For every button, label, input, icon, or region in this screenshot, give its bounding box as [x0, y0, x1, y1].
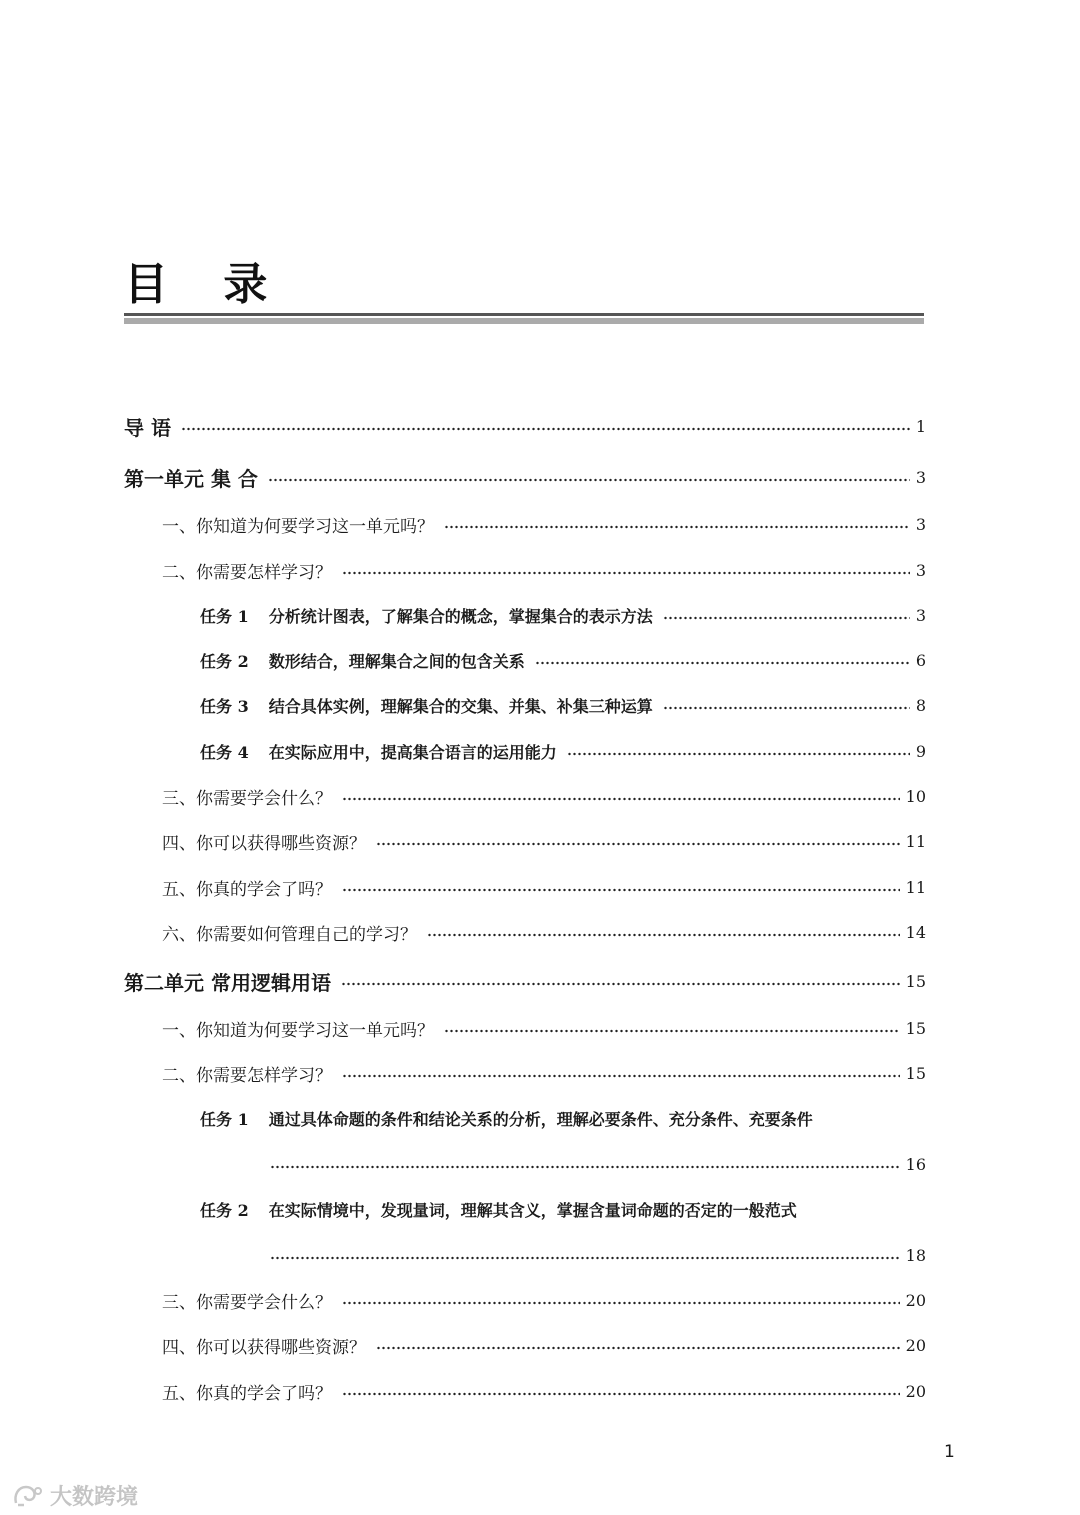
dot-leader — [268, 476, 910, 484]
task-text: 在实际应用中，提高集合语言的运用能力 — [268, 742, 557, 762]
dot-leader — [342, 886, 900, 894]
dot-leader — [342, 1072, 900, 1080]
task-label: 任务 3 — [200, 696, 249, 716]
task-text: 分析统计图表，了解集合的概念，掌握集合的表示方法 — [268, 606, 653, 626]
toc-entry-page: 15 — [905, 971, 926, 991]
dot-leader — [342, 569, 910, 577]
dot-leader — [376, 840, 900, 848]
toc-entry-title — [200, 1198, 797, 1221]
dot-leader — [663, 614, 910, 622]
toc-entry-page: 20 — [905, 1381, 926, 1401]
toc-entry-unit2-section5[interactable] — [162, 1376, 926, 1406]
toc-entry-page: 20 — [905, 1335, 926, 1355]
toc-entry-title: 一、你知道为何要学习这一单元吗？ — [162, 1020, 434, 1041]
toc-entry-title: 第一单元 集 合 — [124, 466, 258, 491]
toc-entry-title: 二、你需要怎样学习？ — [162, 1065, 332, 1086]
task-label: 任务 2 — [200, 1200, 249, 1220]
dot-leader — [444, 1027, 900, 1035]
toc-entry-unit1-section1[interactable] — [162, 509, 926, 539]
toc-entry-title: 四、你可以获得哪些资源？ — [162, 833, 366, 854]
toc-entry-unit2-section2[interactable] — [162, 1058, 926, 1088]
dot-leader — [181, 425, 910, 433]
toc-entry-title: 三、你需要学会什么？ — [162, 788, 332, 809]
task-label: 任务 1 — [200, 606, 249, 626]
toc-entry-unit1-task1[interactable] — [200, 600, 926, 630]
toc-entry-unit1-section6[interactable] — [162, 917, 926, 947]
task-text: 数形结合，理解集合之间的包含关系 — [268, 651, 525, 671]
toc-entry-page: 14 — [905, 922, 926, 942]
toc-entry-page: 15 — [905, 1018, 926, 1038]
toc-entry-unit1-task4[interactable] — [200, 736, 926, 766]
toc-entry-unit1[interactable] — [124, 462, 926, 492]
toc-entry-page: 11 — [905, 831, 926, 851]
toc-entry-page: 3 — [915, 514, 926, 534]
toc-entry-title: 一、你知道为何要学习这一单元吗？ — [162, 516, 434, 537]
watermark-text: 大数跨境 — [50, 1485, 139, 1510]
task-label: 任务 4 — [200, 742, 249, 762]
watermark — [12, 1480, 138, 1511]
toc-entry-page: 9 — [915, 741, 926, 761]
toc-entry-page: 20 — [905, 1290, 926, 1310]
toc-entry-unit2-task2-leader[interactable] — [270, 1240, 926, 1270]
toc-entry-unit2[interactable] — [124, 966, 926, 996]
toc-entry-unit1-section2[interactable] — [162, 555, 926, 585]
toc-entry-page: 18 — [905, 1245, 926, 1265]
toc-entry-unit2-section1[interactable] — [162, 1013, 926, 1043]
toc-entry-page: 6 — [915, 650, 926, 670]
toc-entry-page: 3 — [915, 605, 926, 625]
toc-entry-unit1-task3[interactable] — [200, 690, 926, 720]
dot-leader — [535, 659, 910, 667]
dot-leader — [342, 1390, 900, 1398]
toc-entry-page: 8 — [915, 695, 926, 715]
dot-leader — [567, 750, 910, 758]
toc-entry-unit2-task2[interactable] — [200, 1194, 926, 1224]
toc-entry-unit2-section3[interactable] — [162, 1285, 926, 1315]
toc-entry-page: 11 — [905, 877, 926, 897]
toc-entry-unit2-section4[interactable] — [162, 1330, 926, 1360]
dot-leader — [341, 980, 900, 988]
task-text: 在实际情境中，发现量词，理解其含义，掌握含量词命题的否定的一般范式 — [268, 1200, 797, 1220]
toc-entry-page: 1 — [915, 416, 926, 436]
toc-entry-title: 五、你真的学会了吗？ — [162, 1383, 332, 1404]
toc-entry-title — [200, 604, 653, 627]
dot-leader — [663, 704, 910, 712]
toc-entry-intro[interactable] — [124, 411, 926, 441]
toc-entry-page: 3 — [915, 467, 926, 487]
page-number: 1 — [944, 1442, 955, 1462]
title-rule — [124, 313, 924, 324]
toc-entry-title: 第二单元 常用逻辑用语 — [124, 970, 331, 995]
toc-entry-page: 16 — [905, 1154, 926, 1174]
toc-entry-title: 二、你需要怎样学习？ — [162, 562, 332, 583]
dot-leader — [376, 1344, 900, 1352]
toc-entry-title: 五、你真的学会了吗？ — [162, 879, 332, 900]
toc-entry-title — [200, 1107, 813, 1130]
task-label: 任务 1 — [200, 1109, 249, 1129]
watermark-logo-icon — [12, 1483, 46, 1509]
toc-entry-title: 三、你需要学会什么？ — [162, 1292, 332, 1313]
toc-entry-unit1-section5[interactable] — [162, 872, 926, 902]
toc-entry-title — [200, 649, 525, 672]
dot-leader — [342, 1299, 900, 1307]
dot-leader — [427, 931, 900, 939]
task-text: 结合具体实例，理解集合的交集、并集、补集三种运算 — [268, 696, 653, 716]
toc-entry-page: 3 — [915, 560, 926, 580]
dot-leader — [270, 1254, 900, 1262]
toc-entry-unit1-section3[interactable] — [162, 781, 926, 811]
toc-entry-unit2-task1-leader[interactable] — [270, 1149, 926, 1179]
dot-leader — [342, 795, 900, 803]
toc-entry-page: 15 — [905, 1063, 926, 1083]
toc-entry-title: 四、你可以获得哪些资源？ — [162, 1337, 366, 1358]
toc-entry-unit1-section4[interactable] — [162, 826, 926, 856]
toc-entry-title — [200, 694, 653, 717]
toc-entry-title: 导 语 — [124, 415, 171, 440]
dot-leader — [270, 1163, 900, 1171]
toc-entry-unit1-task2[interactable] — [200, 645, 926, 675]
page-title: 目 录 — [124, 259, 288, 310]
task-label: 任务 2 — [200, 651, 249, 671]
toc-entry-title: 六、你需要如何管理自己的学习？ — [162, 924, 417, 945]
task-text: 通过具体命题的条件和结论关系的分析，理解必要条件、充分条件、充要条件 — [268, 1109, 813, 1129]
toc-entry-title — [200, 740, 557, 763]
toc-entry-unit2-task1[interactable] — [200, 1103, 926, 1133]
dot-leader — [444, 523, 910, 531]
toc-entry-page: 10 — [905, 786, 926, 806]
